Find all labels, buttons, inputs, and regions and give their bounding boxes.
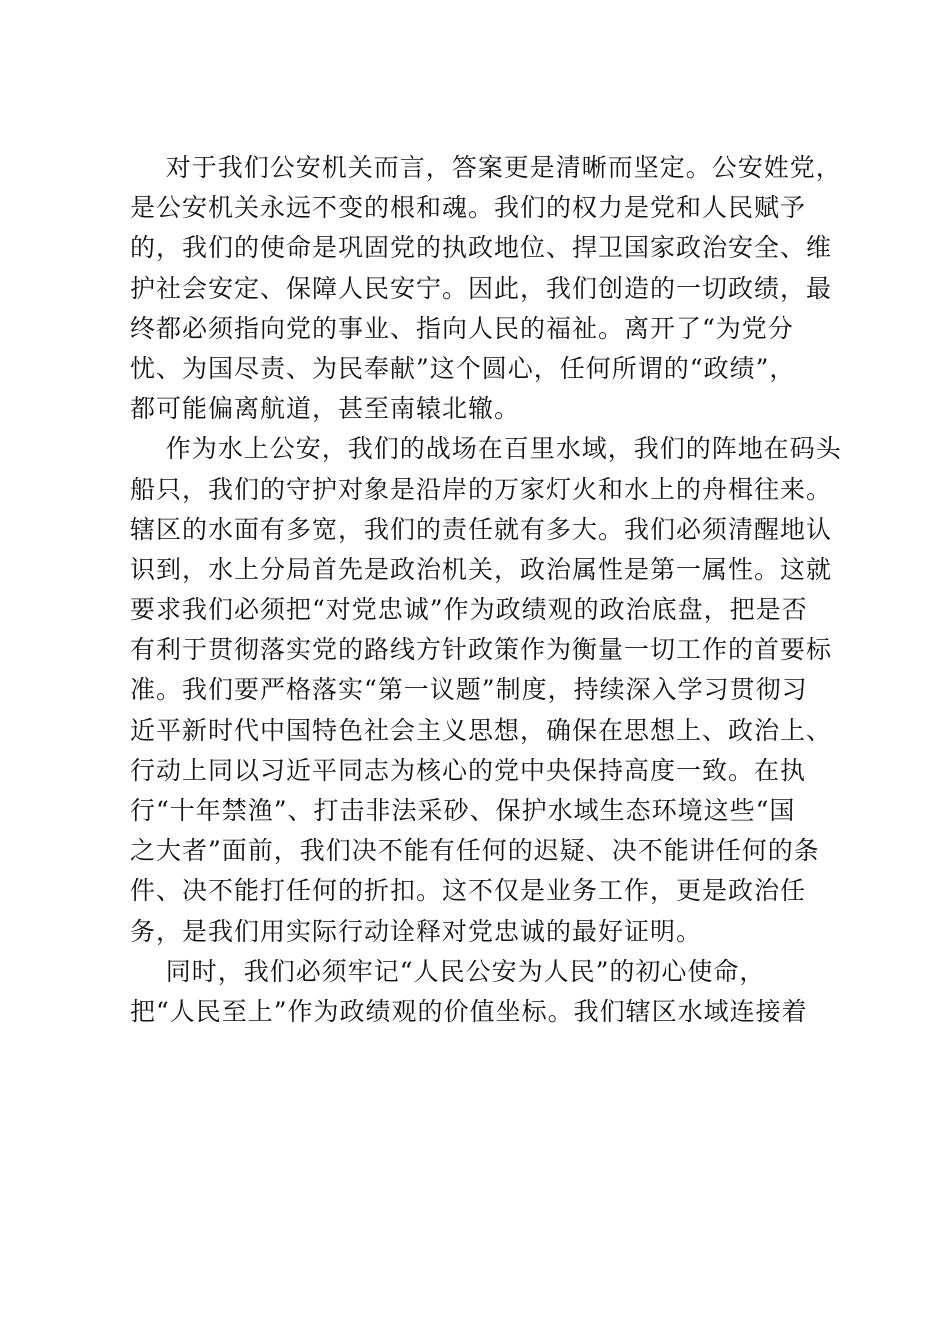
text-line: 忧、为国尽责、为民奉献”这个圆心，任何所谓的“政绩”，: [130, 353, 796, 383]
text-line: 准。我们要严格落实“第一议题”制度，持续深入学习贯彻习: [130, 675, 808, 705]
text-line: 之大者”面前，我们决不能有任何的迟疑、决不能讲任何的条: [130, 836, 820, 866]
text-line: 船只，我们的守护对象是沿岸的万家灯火和水上的舟楫往来。: [130, 474, 833, 504]
text-line: 有利于贯彻落实党的路线方针政策作为衡量一切工作的首要标: [130, 635, 833, 665]
text-line: 都可能偏离航道，甚至南辕北辙。: [130, 394, 521, 424]
text-line: 作为水上公安，我们的战场在百里水域，我们的阵地在码头: [130, 434, 842, 464]
text-line: 同时，我们必须牢记“人民公安为人民”的初心使命，: [130, 956, 766, 986]
text-line: 把“人民至上”作为政绩观的价值坐标。我们辖区水域连接着: [130, 996, 808, 1026]
text-line: 行动上同以习近平同志为核心的党中央保持高度一致。在执: [130, 755, 807, 785]
text-line: 要求我们必须把“对党忠诚”作为政绩观的政治底盘，把是否: [130, 595, 808, 625]
text-line: 是公安机关永远不变的根和魂。我们的权力是党和人民赋予: [130, 193, 807, 223]
text-line: 识到，水上分局首先是政治机关，政治属性是第一属性。这就: [130, 554, 833, 584]
text-line: 务，是我们用实际行动诠释对党忠诚的最好证明。: [130, 916, 703, 946]
body-text: [130, 148, 842, 1032]
text-line: 护社会安定、保障人民安宁。因此，我们创造的一切政绩，最: [130, 273, 833, 303]
text-line: 的，我们的使命是巩固党的执政地位、捍卫国家政治安全、维: [130, 233, 833, 263]
text-line: 对于我们公安机关而言，答案更是清晰而坚定。公安姓党，: [130, 153, 842, 182]
text-line: 辖区的水面有多宽，我们的责任就有多大。我们必须清醒地认: [130, 514, 833, 544]
text-line: 近平新时代中国特色社会主义思想，确保在思想上、政治上、: [130, 715, 833, 745]
text-line: 行“十年禁渔”、打击非法采砂、保护水域生态环境这些“国: [130, 796, 796, 825]
text-line: 终都必须指向党的事业、指向人民的福祉。离开了“为党分: [130, 313, 794, 343]
text-line: 件、决不能打任何的折扣。这不仅是业务工作，更是政治任: [130, 876, 807, 906]
